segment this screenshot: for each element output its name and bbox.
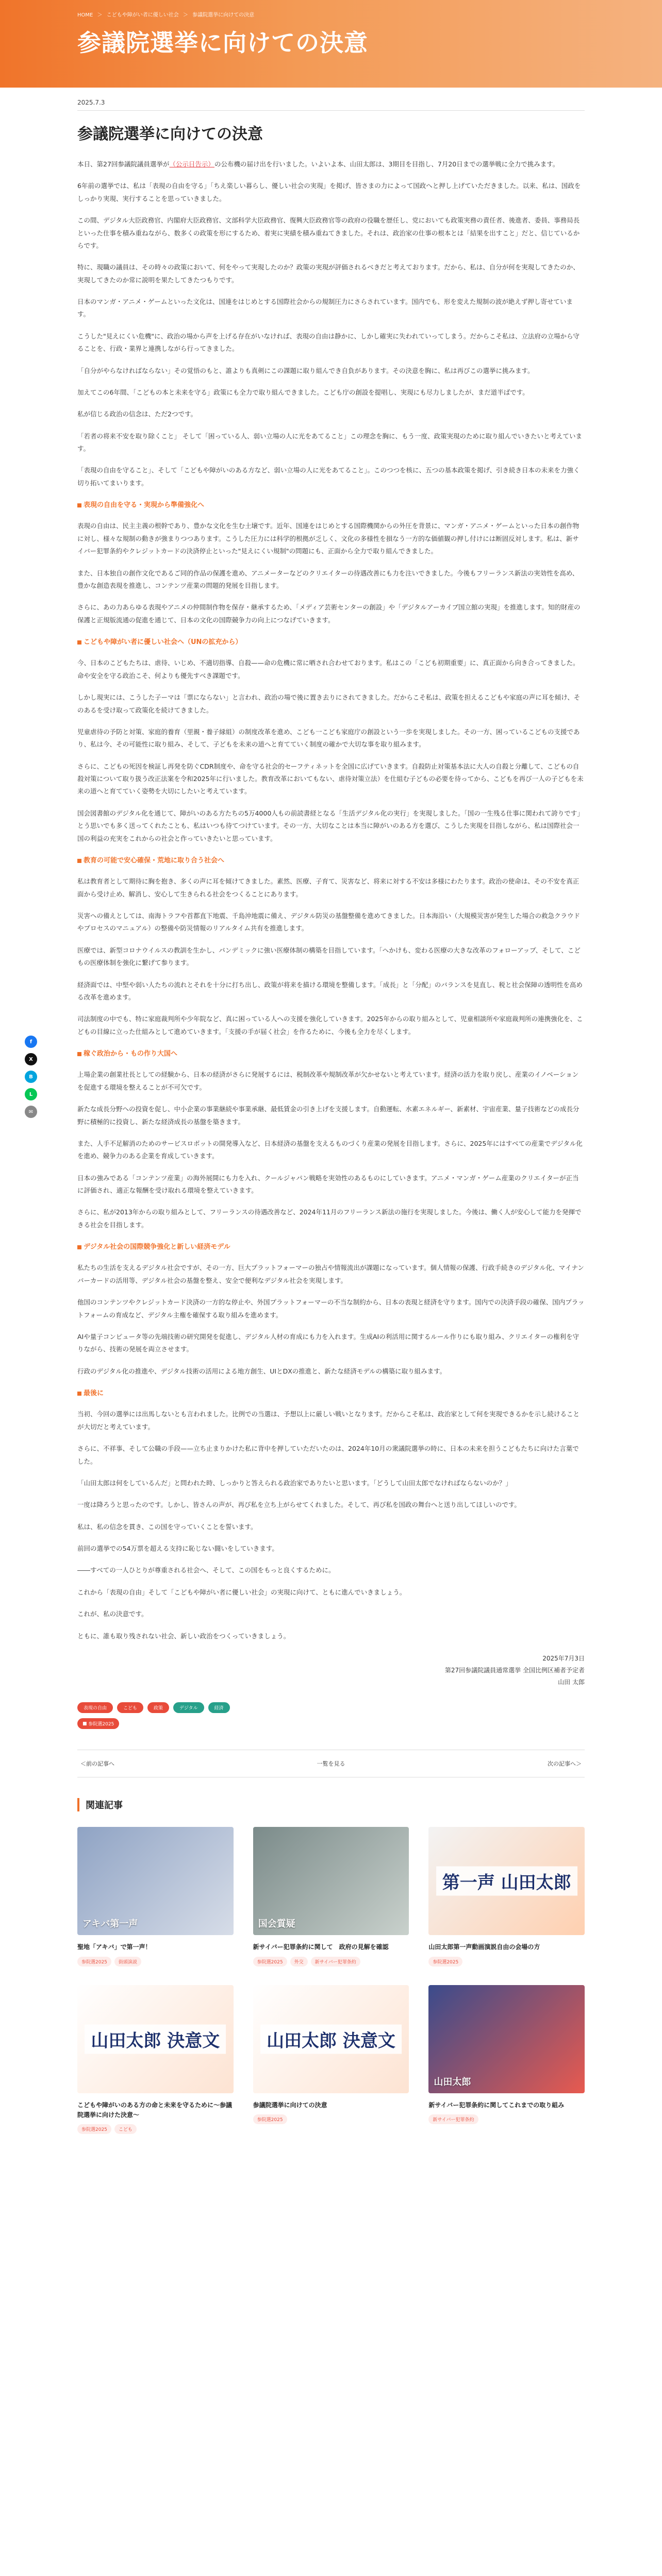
related-card-categories [77, 2124, 234, 2134]
breadcrumb-category[interactable]: こどもや障がい者に優しい社会 [106, 12, 179, 18]
related-heading: 関連記事 [77, 1798, 585, 1811]
article-paragraph: 「表現の自由を守ること」、そして「こどもや障がいのある方など、弱い立場の人に光をあてること」。このつつを核に、五つの基本政策を掲げ、引き続き日本の未来を力強く切り拓いてまいります。 [77, 466, 580, 487]
related-card[interactable] [428, 1827, 585, 1966]
section-paragraph: これから「表現の自由」そして「こどもや障がい者に優しい社会」の実現に向けて、ともに進んでいきましょう。 [77, 1588, 406, 1596]
breadcrumb: HOME ＞ こどもや障がい者に優しい社会 ＞ 参議院選挙に向けての決意 [77, 12, 255, 18]
related-grid [77, 1827, 585, 2134]
related-card[interactable] [77, 1827, 234, 1966]
breadcrumb-home[interactable]: HOME [77, 12, 93, 18]
tag-item[interactable]: こども [117, 1702, 143, 1713]
related-card-image-text: 国会質疑 [258, 1919, 295, 1930]
hatena-share-icon[interactable]: B [25, 1071, 37, 1083]
page-hero [0, 0, 662, 88]
article-paragraph: 「若者の将来不安を取り除くこと」 そして「困っている人、弱い立場の人に光をあてること」この理念を胸に、もう一度、政策実現のために取り組んでいきたいと考えています。 [77, 432, 582, 452]
section-paragraph: 国会図書館のデジタル化を通じて、障がいのある方たちの5万4000人もの前読書経となる「生活デジタル化の実行」を実現しました。「国の一生残る仕事に関われて誇りです」とう思いでも多く送ってくれたことも、私はいつも待てつけています。その一方、大切なことは本当に障がいのある方を選び、こうした実現を目指しながら、私は国際社会一国の利益の充実をこれからの社会と作っていきたいと思っています。 [77, 809, 584, 842]
section-heading: デジタル社会の国際競争強化と新しい経済モデル [77, 1241, 585, 1253]
article-paragraph: 私が信じる政治の信念は、ただ2つです。 [77, 410, 197, 418]
article-signature: 2025年7月3日 第27回参議院議員通常選挙 全国比例区補者予定者 山田 太郎 [444, 1654, 585, 1686]
section-heading: 表現の自由を守る・実現から準備強化へ [77, 499, 585, 512]
related-card-image-text: 山田太郎 [434, 2076, 471, 2088]
section-paragraph: また、日本独自の創作文化であるご同的作品の保護を進め、アニメーターなどのクリエイターの待遇改善にも力を注いできました。今後もフリーランス新法の実効性を高め、豊かな創造表現を推進し、コンテンツ産業の問題的発展を目指します。 [77, 569, 579, 589]
article-paragraph: 特に、現職の議員は、その時々の政策において、何をやって実現したのか？政策の実現が評価されるべきだと考えております。だから、私は、自分が何を実現してきたのか、実現してきたのか常に説明を果たしてきたつもりです。 [77, 263, 580, 284]
related-card-categories [77, 1957, 234, 1967]
related-card-category[interactable]: 街頭演説 [114, 1957, 141, 1967]
share-bar [25, 1036, 37, 1118]
breadcrumb-current: 参議院選挙に向けての決意 [192, 12, 255, 18]
related-card-category[interactable]: 外交 [290, 1957, 308, 1967]
section-paragraph: 「山田太郎は何をしているんだ」と問われた時、しっかりと答えられる政治家でありたいと思います。「どうして山田太郎でなければならないのか？」 [77, 1479, 512, 1487]
section-paragraph: 前回の選挙での54万票を超える支持に恥じない闘いをしていきます。 [77, 1545, 278, 1553]
related-card-image[interactable] [428, 1827, 585, 1935]
section-paragraph: また、人手不足解消のためのサービスロボットの開発導入など、日本経済の基盤を支えるものづくり産業の発展を目指します。さらに、2025年にはすべての産業でデジタル化を進め、競争力のある企業を育成していきます。 [77, 1139, 583, 1160]
section-paragraph: 司法制度の中でも、特に家庭裁判所や少年院など、真に困っている人への支援を強化していきます。2025年からの取り組みとして、児童相談所や家庭裁判所の連携強化を、こどもの目線に立った仕組みとして進めていきます。「支援の手が届く社会」を作るために、今後も全力を尽くします。 [77, 1015, 583, 1036]
tag-item[interactable]: 表現の自由 [77, 1702, 113, 1713]
line-share-icon[interactable]: L [25, 1088, 37, 1100]
related-card-category[interactable]: 新サイバー犯罪条約 [311, 1957, 360, 1967]
category-badge[interactable]: ■ 参院選2025 [77, 1718, 119, 1729]
intro-link[interactable]: （公示日告示） [169, 160, 214, 168]
tag-list [77, 1702, 585, 1713]
section-paragraph: 経済面では、中堅や弱い人たちの流れとそれを十分に打ち出し、政策が将来を描ける環境を整備します。「成長」と「分配」のバランスを見直し、税と社会保障の透明性を高める改革を進めます。 [77, 980, 583, 1001]
article-title: 参議院選挙に向けての決意 [77, 125, 263, 143]
intro-paragraph: 本日、第27回参議院議員選挙が（公示日告示）の公布機の届け出を行いました。いよいよ本、山田太郎は、3期目を目指し、7月20日までの選挙戦に全力で挑みます。 [77, 160, 559, 168]
article-pager [77, 1750, 585, 1777]
related-card-category[interactable]: 参院選2025 [77, 1957, 111, 1967]
related-card-image[interactable] [428, 1985, 585, 2093]
related-card-image-text: 山田太郎 決意文 [260, 2024, 402, 2054]
related-card-image[interactable] [77, 1827, 234, 1935]
list-link[interactable]: 一覧を見る [317, 1760, 345, 1768]
next-article-link[interactable]: 次の記事へ＞ [548, 1760, 582, 1768]
article-body [77, 158, 585, 1642]
related-card-image-text: 山田太郎 決意文 [85, 2024, 226, 2054]
facebook-share-icon[interactable]: f [25, 1036, 37, 1048]
article-main [77, 88, 585, 2134]
article-date: 2025.7.3 [77, 99, 585, 111]
article-paragraph: 6年前の選挙では、私は「表現の自由を守る」「ちえ楽しい暮らし、優しい社会の実現」を掲げ、皆さまの力によって国政へと押し上げていただきました。以来、私は、国政をしっかり実現、実行することを思っていきました。 [77, 182, 581, 202]
section-paragraph: さらに、あの力あらゆる表現やアニメの仲間制作物を保存・継承するため、「メディア芸術センターの創設」や「デジタルアーカイブ国立館の実現」を推進します。知的財産の保護と正規版流通の促進を通じて、日本の文化の国際競争力の向上につなげていきます。 [77, 603, 581, 624]
section-paragraph: ――すべての一人ひとりが尊重される社会へ、そして、この国をもっと良くするために。 [77, 1566, 335, 1574]
related-card-image[interactable] [253, 1985, 409, 2093]
related-card-categories [428, 2114, 585, 2124]
folder-icon: ■ [82, 1721, 89, 1726]
tag-item[interactable]: 政策 [147, 1702, 169, 1713]
section-paragraph: 私たちの生活を支えるデジタル社会ですが、その一方、巨大プラットフォーマーの独占や情報流出が課題になっています。個人情報の保護、行政手続きのデジタル化、マイナンバーカードの活用等、デジタル社会の基盤を整え、安全で便利なデジタル社会を実現します。 [77, 1264, 584, 1284]
section-paragraph: 災害への備えとしては、南海トラフや首都直下地震、千島沖地震に備え、デジタル防災の基盤整備を進めてきました。日本海沿い（大規模災害が発生した場合の救急クラウドやプロセスのマニュアル）の整備や防災情報のリアルタイム共有を推進します。 [77, 912, 581, 933]
related-card[interactable] [253, 1827, 409, 1966]
section-paragraph: ともに、誰も取り残されない社会、新しい政治をつくっていきましょう。 [77, 1632, 290, 1640]
related-card[interactable] [428, 1985, 585, 2134]
related-card-title[interactable]: 参議院選挙に向けての決意 [253, 2101, 327, 2109]
related-card-image-text: アキバ第一声 [82, 1919, 138, 1930]
section-paragraph: 一度は降ろうと思ったのです。しかし、皆さんの声が、再び私を立ち上がらせてくれました。そして、再び私を国政の舞台へと送り出してほしいのです。 [77, 1501, 521, 1509]
intro-paragraphs [77, 180, 585, 489]
section-paragraph: 行政のデジタル化の推進や、デジタル技術の活用による地方創生、UIとDXの推進と、新たな経済モデルの構築に取り組みます。 [77, 1367, 446, 1375]
article-paragraph: 加えてこの6年間、「こどもの本と未来を守る」政策にも全力で取り組んできました。こども庁の創設を提唱し、実現にも尽力しましたが、まだ道半ばです。 [77, 388, 529, 396]
related-card-image[interactable] [253, 1827, 409, 1935]
section-paragraph: さらに、不祥事、そして公職の手段——立ち止まりかけた私に背中を押していただいたのは、2024年10月の衆議院選挙の時に、日本の未来を担うこどもたちに向けた言葉でした。 [77, 1445, 579, 1465]
section-paragraph: 医療では、新型コロナウイルスの教訓を生かし、パンデミックに強い医療体制の構築を目指しています。「へかけも、変わる医療の大きな改革のフォローアップ、そして、こどもの医療体制を強化に繋げて参ります。 [77, 946, 581, 967]
section-paragraph: さらに、こどもの死因を検証し再発を防ぐCDR制度や、命を守る社会的セーフティネットを全国に広げていきます。自殺防止対策基本法に大人の自殺と分離して、こどもの自殺対策について取り扱う改正法案を令和2025年に行いました。教育改革においてもない、虐待対策立法）を仕組む子どもの必要を待ってから、こどもを再び一人の子どもを未来の道へと育てていく姿勢を大切にしたいと考えています。 [77, 762, 584, 795]
x-share-icon[interactable]: X [25, 1053, 37, 1065]
related-card-title[interactable]: 新サイバー犯罪条約に関してこれまでの取り組み [428, 2101, 565, 2109]
section-paragraph: 表現の自由は、民主主義の根幹であり、豊かな文化を生む土壌です。近年、国連をはじめとする国際機関からの外圧を背景に、マンガ・アニメ・ゲームといった日本の創作物に対し、様々な規制の動きが強まりつつあります。こうした圧力には科学的根拠が乏しく、文化の多様性を損なう一方的な価値観の押し付けには断固反対します。私は、新サイバー犯罪条約やクレジットカードの決済停止といった"見えにくい規制"の問題にも、正面から全力で取り組んできました。 [77, 522, 580, 555]
article-paragraph: 日本のマンガ・アニメ・ゲームといった文化は、国連をはじめとする国際社会からの規制圧力にさらされています。国内でも、形を変えた規制の波が絶えず押し寄せています。 [77, 298, 573, 318]
section-paragraph: 私は教育者として期待に胸を抱き、多くの声に耳を傾けてきました。素然、医療、子育て、災害など、将来に対する不安は多様にわたります。政治の使命は、その不安を真正面から受け止め、解消し、安心して生きられる社会をつくることにあります。 [77, 877, 580, 898]
related-card-image-text: 第一声 山田太郎 [436, 1867, 577, 1896]
article-sections [77, 499, 585, 1642]
related-card-category[interactable]: 参院選2025 [253, 1957, 287, 1967]
related-card-category[interactable]: こども [114, 2124, 137, 2134]
related-card-category[interactable]: 参院選2025 [77, 2124, 111, 2134]
related-card-image[interactable] [77, 1985, 234, 2093]
section-paragraph: しかし現実には、こうした子ーマは「票にならない」と言われ、政治の場で後に置き去りにされてきました。だからこそ私は、政策を担えるこどもや家庭の声に耳を傾け、そのあるを受け取って政策化を続けてきました。 [77, 693, 581, 714]
section-paragraph: 今、日本のこどもたちは、虐待、いじめ、不適切指導、自殺——命の危機に常に晒され合わせております。私はこの「こども初期重要」に、真正面から向き合ってきました。命や安全を守る政治こそ、何よりも優先すべき課題です。 [77, 659, 580, 680]
section-heading: 教育の可能で安心確保・荒地に取り合う社会へ [77, 854, 585, 867]
section-paragraph: 新たな成長分野への投資を促し、中小企業の事業継続や事業承継、最低賃金の引き上げを支援します。自動運転、水素エネルギー、新素材、宇宙産業、量子技術などの成長分野に積極的に投資し、新たな経済成長の基盤を築きます。 [77, 1105, 580, 1126]
tag-item[interactable]: 経済 [208, 1702, 230, 1713]
related-card-categories [253, 2114, 409, 2124]
section-paragraph: 児童虐待の予防と対策、家庭的養育（里親・養子縁組）の制度改革を進め、こども一こども家庭庁の創設という一歩を実現しました。その一方、困っているこどもの支援であり、私は今、その可能性に取り組み、そして、子どもを未来の道へと育てていく制度の確かで大切な事を取り組みます。 [77, 727, 580, 749]
section-paragraph: 日本の強みである「コンテンツ産業」の海外展開にも力を入れ、クールジャパン戦略を実効性のあるものにしていきます。アニメ・マンガ・ゲーム産業のクリエイターが正当に評価され、適正な報酬を受け取れる環境を整えていきます。 [77, 1174, 579, 1194]
section-paragraph: 当初、今回の選挙には出馬しないとも言われました。比例での当選は、予想以上に厳しい戦いとなります。だからこそ私は、政治家として何を実現できるかを示し続けることが大切だと考えています。 [77, 1410, 580, 1431]
section-paragraph: さらに、私が2013年からの取り組みとして、フリーランスの待遇改善など、2024年11月のフリーランス新法の施行を実現しました。今後は、働く人が安心して能力を発揮できる社会を目指します。 [77, 1208, 582, 1229]
section-paragraph: 上場企業の創業社長としての経験から、日本の経済がさらに発展するには、税制改革や規制改革が欠かせないと考えています。経済の活力を取り戻し、産業のイノベーションを促進する環境を整えることが不可欠です。 [77, 1071, 579, 1091]
related-card-title[interactable]: 山田太郎第一声動画演説自由の会場の方 [428, 1943, 540, 1951]
section-heading: 最後に [77, 1387, 585, 1400]
related-card-category[interactable]: 新サイバー犯罪条約 [428, 2114, 478, 2124]
related-card-title[interactable]: 聖地「アキバ」で第一声！ [77, 1943, 152, 1951]
section-paragraph: これが、私の決意です。 [77, 1610, 148, 1618]
related-card[interactable] [77, 1985, 234, 2134]
related-card-categories [253, 1957, 409, 1967]
section-paragraph: AIや量子コンピュータ等の先端技術の研究開発を促進し、デジタル人材の育成にも力を入れます。生成AIの利活用に関するルール作りにも取り組み、クリエイターの権利を守りながら、技術の発展を両立させます。 [77, 1332, 579, 1353]
article-paragraph: 「自分がやらなければならない」その覚悟のもと、誰よりも真剣にこの課題に取り組んでき自負があります。その決意を胸に、私は再びこの選挙に挑みます。 [77, 366, 534, 375]
tag-item[interactable]: デジタル [173, 1702, 204, 1713]
prev-article-link[interactable]: ＜前の記事へ [80, 1760, 114, 1768]
related-card-title[interactable]: 新サイバー犯罪条約に関して 政府の見解を確認 [253, 1943, 389, 1951]
article-paragraph: この間、デジタル大臣政務官、内閣府大臣政務官、文部科学大臣政務官、復興大臣政務官等の政府の役職を歴任し、党においても政策実務の責任者、後進者、委員、事務局長といった仕事を積み重ねながら、数多くの政策を形にするため、着実に実績を積み重ねてきました。それは、政治家の仕事の根本とは「結果を出すこと」だと、信じているからです。 [77, 216, 580, 249]
section-paragraph: 他国のコンテンツやクレジットカード決済の一方的な停止や、外国プラットフォーマーの不当な制約から、日本の表現と経済を守ります。国内での決済手段の確保、国内プラットフォームの育成など、デジタル主権を確保する取り組みを進めます。 [77, 1298, 585, 1319]
related-card[interactable] [253, 1985, 409, 2134]
hero-title: 参議院選挙に向けての決意 [77, 29, 368, 57]
section-paragraph: 私は、私の信念を貫き、この国を守っていくことを誓います。 [77, 1522, 257, 1531]
mail-share-icon[interactable]: ✉ [25, 1106, 37, 1118]
related-card-category[interactable]: 参院選2025 [428, 1957, 462, 1967]
related-card-categories [428, 1957, 585, 1967]
article-paragraph: こうした"見えにくい危機"に、政治の場から声を上げる存在がいなければ、表現の自由は静かに、しかし確実に失われていってしまう。だからこそ私は、立法府の立場から守ることを、行政・業界と連携しながら行ってきました。 [77, 332, 580, 353]
section-heading: こどもや障がい者に優しい社会へ（UNの拡充から） [77, 636, 585, 649]
related-card-title[interactable]: こどもや障がいのある方の命と未来を守るために～参議院選挙に向けた決意～ [77, 2101, 233, 2119]
related-card-category[interactable]: 参院選2025 [253, 2114, 287, 2124]
section-heading: 稼ぐ政治から・もの作り大国へ [77, 1047, 585, 1060]
